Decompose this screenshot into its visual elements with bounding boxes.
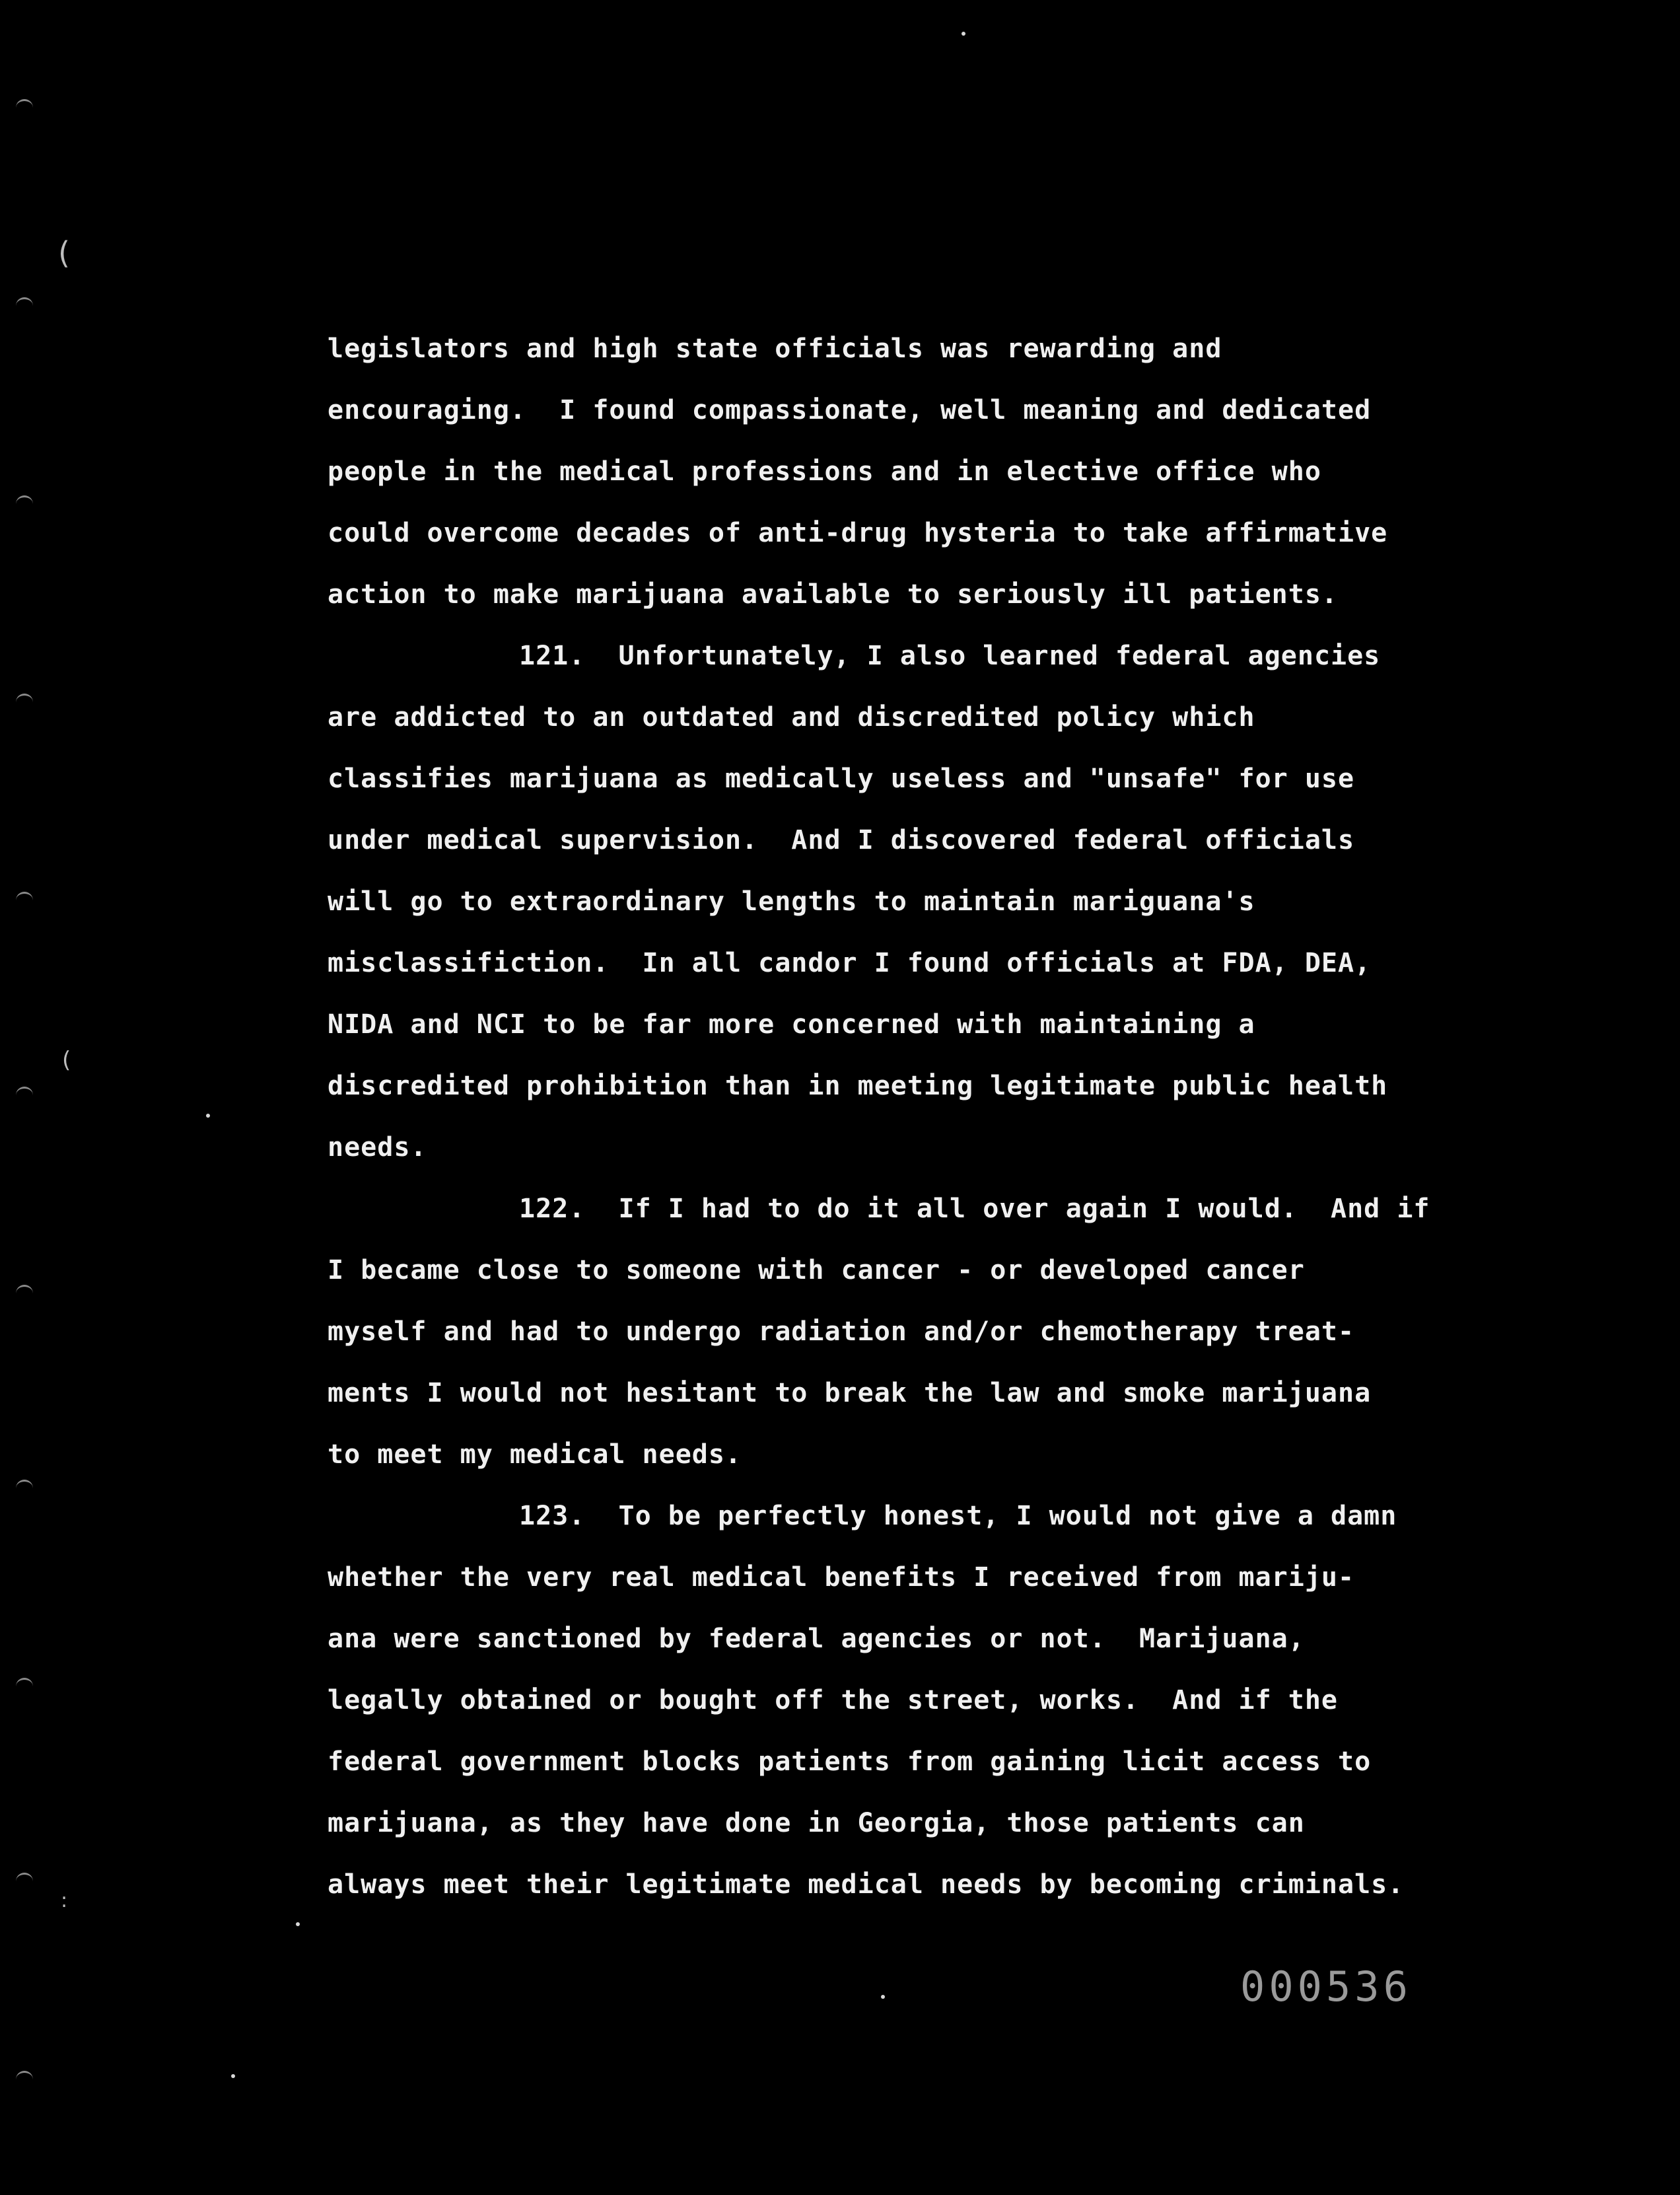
text-line: myself and had to undergo radiation and/or chemotherapy treat- <box>328 1316 1355 1347</box>
text-line: under medical supervision. And I discovered federal officials <box>328 825 1355 855</box>
margin-mark <box>16 1285 33 1293</box>
margin-mark <box>16 1678 33 1686</box>
scan-artifact: ( <box>62 1047 71 1073</box>
text-line: I became close to someone with cancer - or developed cancer <box>328 1255 1305 1285</box>
scan-speck <box>206 1114 210 1118</box>
text-line: legislators and high state officials was rewarding and <box>328 334 1222 364</box>
text-line: whether the very real medical benefits I received from mariju- <box>328 1562 1355 1593</box>
scan-speck <box>962 32 965 36</box>
text-line: are addicted to an outdated and discredited policy which <box>328 702 1255 733</box>
margin-mark <box>16 2071 33 2079</box>
text-line: federal government blocks patients from gaining licit access to <box>328 1746 1372 1777</box>
margin-mark <box>16 892 33 900</box>
text-line: NIDA and NCI to be far more concerned with maintaining a <box>328 1009 1255 1040</box>
margin-mark <box>16 1873 33 1881</box>
text-line: discredited prohibition than in meeting legitimate public health <box>328 1071 1388 1101</box>
text-line: marijuana, as they have done in Georgia, those patients can <box>328 1808 1305 1838</box>
scan-artifact: : <box>61 1889 68 1912</box>
text-line: ana were sanctioned by federal agencies or not. Marijuana, <box>328 1624 1305 1654</box>
margin-mark <box>16 1480 33 1488</box>
margin-mark <box>16 297 33 306</box>
text-line: classifies marijuana as medically useless and "unsafe" for use <box>328 764 1355 794</box>
margin-mark <box>16 694 33 702</box>
text-line: encouraging. I found compassionate, well meaning and dedicated <box>328 395 1372 425</box>
text-line: to meet my medical needs. <box>328 1439 742 1470</box>
scan-speck <box>296 1922 300 1926</box>
text-line: needs. <box>328 1132 427 1163</box>
text-line: misclassifiction. In all candor I found officials at FDA, DEA, <box>328 948 1372 978</box>
margin-mark <box>16 495 33 504</box>
bates-page-number: 000536 <box>1240 1962 1412 2011</box>
scan-speck <box>231 2074 235 2078</box>
body-text <box>328 325 1569 1922</box>
margin-mark <box>16 99 33 108</box>
text-line: always meet their legitimate medical needs by becoming criminals. <box>328 1869 1405 1900</box>
text-line: legally obtained or bought off the street, works. And if the <box>328 1685 1339 1715</box>
text-line: could overcome decades of anti-drug hysteria to take affirmative <box>328 518 1388 548</box>
scan-speck <box>881 1995 885 1999</box>
text-line: people in the medical professions and in elective office who <box>328 456 1321 487</box>
text-line: ments I would not hesitant to break the law and smoke marijuana <box>328 1378 1372 1408</box>
paragraph-121-start: 121. Unfortunately, I also learned federal agencies <box>519 641 1381 671</box>
text-line: action to make marijuana available to seriously ill patients. <box>328 579 1339 610</box>
margin-mark <box>16 1087 33 1095</box>
paragraph-123-start: 123. To be perfectly honest, I would not give a damn <box>519 1501 1397 1531</box>
scan-artifact: ( <box>58 235 70 271</box>
text-line: will go to extraordinary lengths to maintain mariguana's <box>328 886 1255 917</box>
paragraph-122-start: 122. If I had to do it all over again I would. And if <box>519 1194 1430 1224</box>
